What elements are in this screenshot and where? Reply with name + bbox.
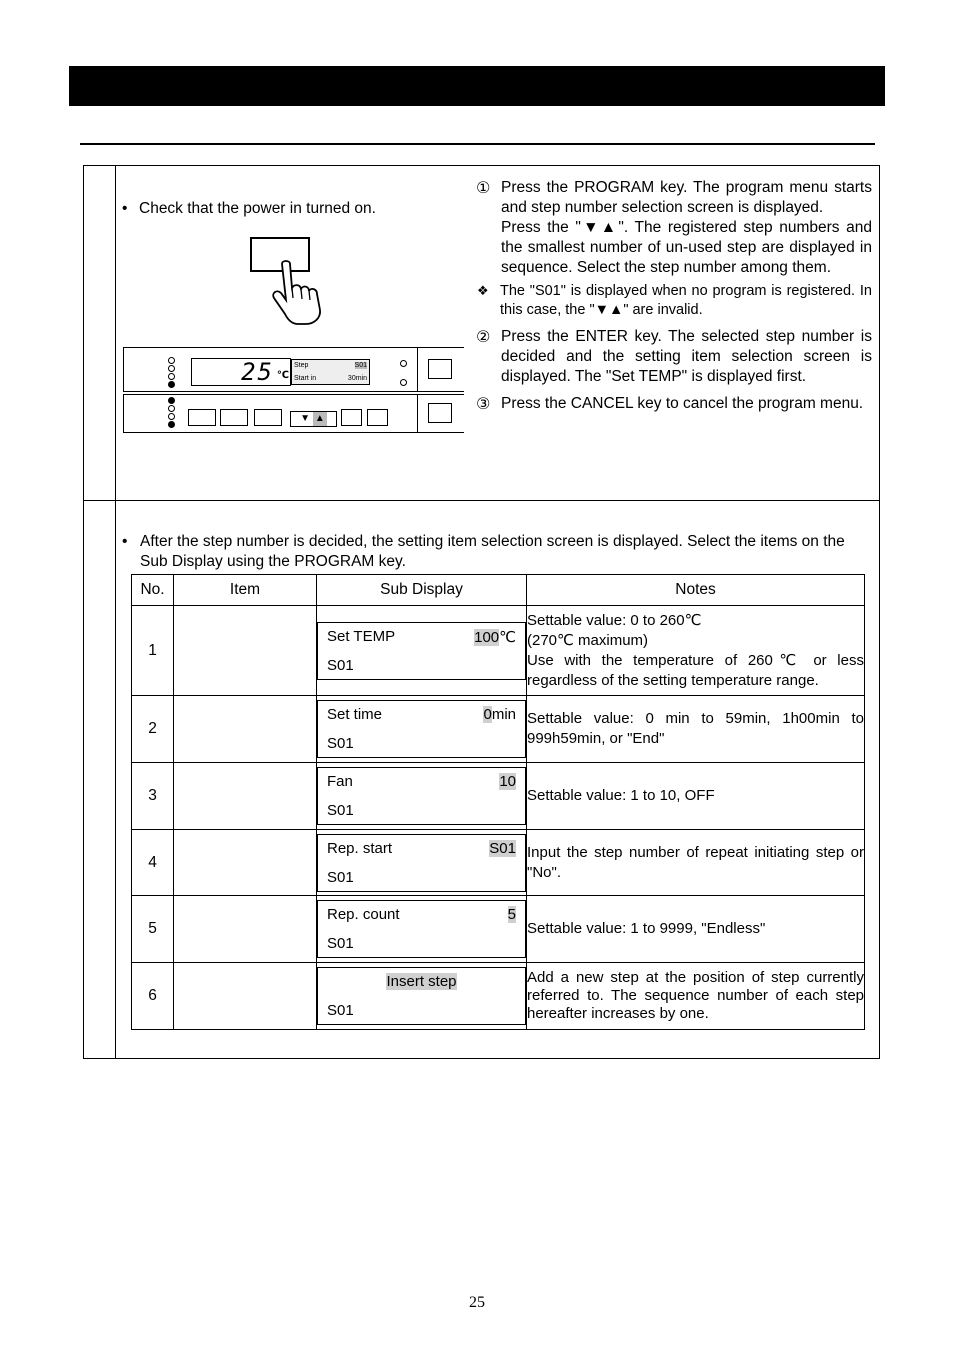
- row-notes: Settable value: 0 to 260℃ (270℃ maximum) Use with the temperature of 260℃ or less regardless of the setting temperature range.: [527, 606, 865, 696]
- row-sub-display: [317, 763, 527, 830]
- row-number: 5: [132, 896, 174, 963]
- indicator-lamp: [400, 379, 407, 386]
- row-item: [174, 696, 317, 763]
- power-check-text: Check that the power in turned on.: [139, 200, 376, 217]
- header-sub-display: Sub Display: [317, 575, 527, 606]
- header-rule: [80, 143, 875, 145]
- sub-display-highlight: Insert step: [386, 973, 457, 990]
- row-number: 4: [132, 830, 174, 896]
- row-number: 3: [132, 763, 174, 830]
- row-number: 6: [132, 963, 174, 1030]
- indicator-lamp: [168, 397, 175, 404]
- row-item: [174, 763, 317, 830]
- panel-key[interactable]: [341, 409, 362, 426]
- table-header-row: [132, 575, 865, 606]
- up-down-key[interactable]: [290, 411, 337, 427]
- panel-key[interactable]: [254, 409, 282, 426]
- sub-display-box: [317, 767, 526, 825]
- sub-display-highlight: 0: [483, 706, 492, 723]
- table-row: [132, 830, 865, 896]
- procedure-steps: [476, 178, 872, 414]
- sub-display-value: [499, 773, 516, 790]
- row-number: 2: [132, 696, 174, 763]
- sub-display-value: [474, 628, 516, 646]
- lcd-step-value: S01: [354, 362, 367, 369]
- row-notes: Settable value: 0 min to 59min, 1h00min to 999h59min, or "End": [527, 696, 865, 763]
- item-selection-bullet: [122, 532, 870, 572]
- row-item: [174, 896, 317, 963]
- bullet-icon: •: [122, 533, 128, 550]
- row-sub-display: [317, 696, 527, 763]
- row-item: [174, 963, 317, 1030]
- section-title-bar: [69, 66, 885, 106]
- step-note: [476, 282, 872, 320]
- step-number: ②: [476, 327, 491, 346]
- sub-display-label: Rep. count: [327, 906, 400, 923]
- panel-key[interactable]: [188, 409, 216, 426]
- temperature-unit: ℃: [276, 370, 289, 381]
- step-1-continued: [476, 218, 872, 278]
- sub-display-step: S01: [327, 735, 354, 752]
- table-row: [132, 606, 865, 696]
- indicator-lamp: [168, 365, 175, 372]
- row-sub-display: [317, 830, 527, 896]
- sub-display-step: S01: [327, 1002, 354, 1019]
- sub-display-value: [489, 840, 516, 857]
- up-arrow-icon: ▲: [313, 412, 327, 426]
- sub-display-highlight: 100: [474, 628, 500, 646]
- step-3: [476, 394, 872, 414]
- header-no: No.: [132, 575, 174, 606]
- step-text: Press the ENTER key. The selected step number is decided and the setting item selection screen is displayed. The "Set TEMP" is displayed first.: [501, 328, 872, 385]
- power-check-bullet: [122, 199, 452, 219]
- panel-lower-row: [123, 394, 464, 433]
- panel-key-lower[interactable]: [428, 403, 452, 423]
- row-sub-display: [317, 896, 527, 963]
- row-sub-display: [317, 606, 527, 696]
- lcd-step-label: Step: [294, 362, 309, 369]
- control-panel: [123, 347, 464, 433]
- sub-display-step: S01: [327, 656, 354, 674]
- row-notes: Settable value: 1 to 10, OFF: [527, 763, 865, 830]
- sub-display-step: S01: [327, 802, 354, 819]
- step-number: ③: [476, 394, 491, 413]
- sub-display-label: Set TEMP: [327, 627, 396, 645]
- step-1: [476, 178, 872, 218]
- sub-display-highlight: S01: [489, 839, 516, 857]
- page-number: 25: [469, 1294, 485, 1311]
- lcd-start-value: 30min: [347, 375, 367, 382]
- sub-display-label: Fan: [327, 773, 353, 790]
- note-icon: ❖: [477, 284, 489, 299]
- sub-display-value: [483, 706, 516, 723]
- item-selection-text: After the step number is decided, the setting item selection screen is displayed. Select the items on the Sub Display using the PROGRAM key.: [140, 533, 845, 570]
- lcd-start-label: Start in: [294, 375, 317, 382]
- sub-display-step: S01: [327, 935, 354, 952]
- frame-row-divider: [84, 500, 879, 501]
- panel-upper-row: [123, 347, 464, 392]
- indicator-lamp: [168, 421, 175, 428]
- row-sub-display: [317, 963, 527, 1030]
- header-item: Item: [174, 575, 317, 606]
- sub-display-box: [317, 967, 526, 1025]
- indicator-lamp: [168, 413, 175, 420]
- table-row: [132, 696, 865, 763]
- row-item: [174, 606, 317, 696]
- sub-display-box: [317, 700, 526, 758]
- indicator-lamp: [168, 357, 175, 364]
- indicator-lamp: [400, 360, 407, 367]
- sub-display-label: Rep. start: [327, 839, 393, 857]
- table-row: [132, 763, 865, 830]
- row-notes: Settable value: 1 to 9999, "Endless": [527, 896, 865, 963]
- temperature-display: [191, 358, 291, 386]
- header-notes: Notes: [527, 575, 865, 606]
- step-2: [476, 327, 872, 387]
- sub-display-box: [317, 900, 526, 958]
- row-number: 1: [132, 606, 174, 696]
- sub-display-box: [317, 622, 526, 680]
- sub-display-unit: min: [491, 706, 516, 723]
- step-number: ①: [476, 178, 491, 197]
- panel-key[interactable]: [367, 409, 388, 426]
- table-row: [132, 896, 865, 963]
- indicator-lamp: [168, 381, 175, 388]
- row-notes: Input the step number of repeat initiating step or "No".: [527, 830, 865, 896]
- row-notes: Add a new step at the position of step currently referred to. The sequence number of each step hereafter increases by one.: [527, 963, 865, 1030]
- indicator-lamp: [168, 405, 175, 412]
- down-arrow-icon: ▼: [300, 413, 311, 424]
- bullet-icon: •: [122, 200, 128, 217]
- sub-display-center: [318, 973, 525, 990]
- step-text: Press the PROGRAM key. The program menu starts and step number selection screen is displayed.: [501, 179, 872, 216]
- sub-display-highlight: 10: [499, 773, 516, 790]
- panel-key-upper[interactable]: [428, 359, 452, 379]
- sub-display: [291, 359, 370, 385]
- table-row: [132, 963, 865, 1030]
- sub-display-step: S01: [327, 868, 354, 886]
- sub-display-box: [317, 834, 526, 892]
- step-text: Press the CANCEL key to cancel the program menu.: [501, 395, 864, 412]
- row-item: [174, 830, 317, 896]
- sub-display-unit: ℃: [499, 628, 516, 646]
- indicator-lamp: [168, 373, 175, 380]
- sub-display-value: [508, 906, 516, 923]
- panel-key[interactable]: [220, 409, 248, 426]
- sub-display-highlight: 5: [507, 906, 516, 923]
- sub-display-label: Set time: [327, 706, 383, 723]
- frame-column-divider: [115, 166, 116, 1058]
- setting-items-table: [131, 574, 865, 1030]
- temperature-digits: 25: [241, 358, 274, 386]
- note-text: The "S01" is displayed when no program is registered. In this case, the "▼▲" are invalid.: [500, 283, 872, 318]
- step-text: Press the "▼▲". The registered step numbers and the smallest number of un-used step are displayed in sequence. Select the step number among them.: [501, 219, 872, 276]
- pointing-hand-icon: [268, 258, 338, 328]
